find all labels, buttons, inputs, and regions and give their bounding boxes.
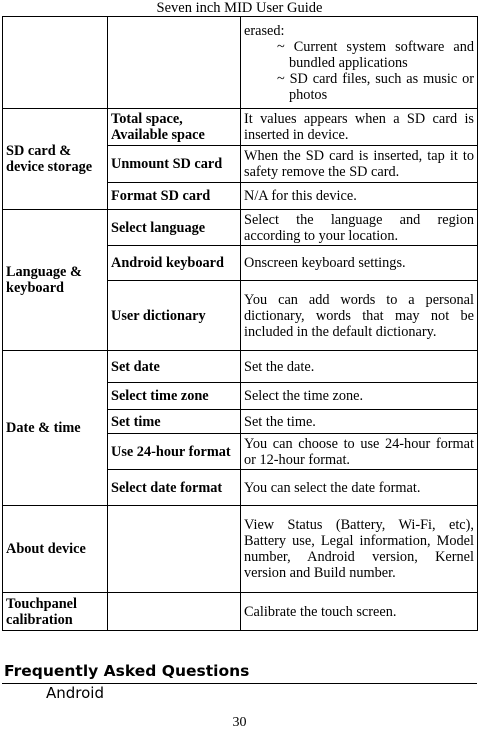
erased-item: ~ SD card files, such as music or photos [277, 70, 474, 103]
description-cell: It values appears when a SD card is inserted in device. [241, 109, 478, 146]
description-cell: Set the date. [241, 351, 478, 383]
option-set-date: Set date [108, 351, 241, 383]
option-unmount-sd-card: Unmount SD card [108, 146, 241, 183]
description-cell: Onscreen keyboard settings. [241, 246, 478, 281]
option-total-space: Total space, Available space [108, 109, 241, 146]
description-cell: N/A for this device. [241, 183, 478, 210]
table-row [3, 210, 478, 246]
faq-heading: Frequently Asked Questions [4, 662, 250, 680]
description-cell: You can select the date format. [241, 470, 478, 506]
category-touchpanel-calibration: Touchpanel calibration [3, 593, 108, 631]
option-set-time: Set time [108, 410, 241, 434]
description-cell: View Status (Battery, Wi-Fi, etc), Battery use, Legal information, Model number, Android version, Kernel version and Build number. [241, 506, 478, 593]
category-sd-card-storage: SD card & device storage [3, 109, 108, 210]
description-cell: You can choose to use 24-hour format or 12-hour format. [241, 434, 478, 470]
option-format-sd-card: Format SD card [108, 183, 241, 210]
table-row [3, 593, 478, 631]
option-use-24-hour-format: Use 24-hour format [108, 434, 241, 470]
settings-table [2, 16, 478, 631]
option-select-time-zone: Select time zone [108, 383, 241, 410]
description-cell: Select the time zone. [241, 383, 478, 410]
table-row [3, 506, 478, 593]
erased-description-cell [241, 17, 478, 109]
option-cell-empty [108, 17, 241, 109]
page-number: 30 [232, 715, 247, 730]
erased-intro: erased: [244, 22, 285, 39]
option-user-dictionary: User dictionary [108, 281, 241, 351]
table-row [3, 109, 478, 146]
category-cell-empty [3, 17, 108, 109]
erased-item: ~ Current system software and bundled applications [277, 38, 474, 71]
category-date-time: Date & time [3, 351, 108, 506]
description-cell: Select the language and region according to your location. [241, 210, 478, 246]
description-cell: Calibrate the touch screen. [241, 593, 478, 631]
description-cell: When the SD card is inserted, tap it to safety remove the SD card. [241, 146, 478, 183]
faq-subheading: Android [46, 684, 104, 702]
option-cell-empty [108, 506, 241, 593]
option-cell-empty [108, 593, 241, 631]
description-cell: Set the time. [241, 410, 478, 434]
option-android-keyboard: Android keyboard [108, 246, 241, 281]
page-header: Seven inch MID User Guide [156, 0, 323, 16]
category-about-device: About device [3, 506, 108, 593]
option-select-language: Select language [108, 210, 241, 246]
table-row [3, 17, 478, 109]
table-row [3, 351, 478, 383]
description-cell: You can add words to a personal dictionary, words that may not be included in the default dictionary. [241, 281, 478, 351]
category-language-keyboard: Language & keyboard [3, 210, 108, 351]
option-select-date-format: Select date format [108, 470, 241, 506]
